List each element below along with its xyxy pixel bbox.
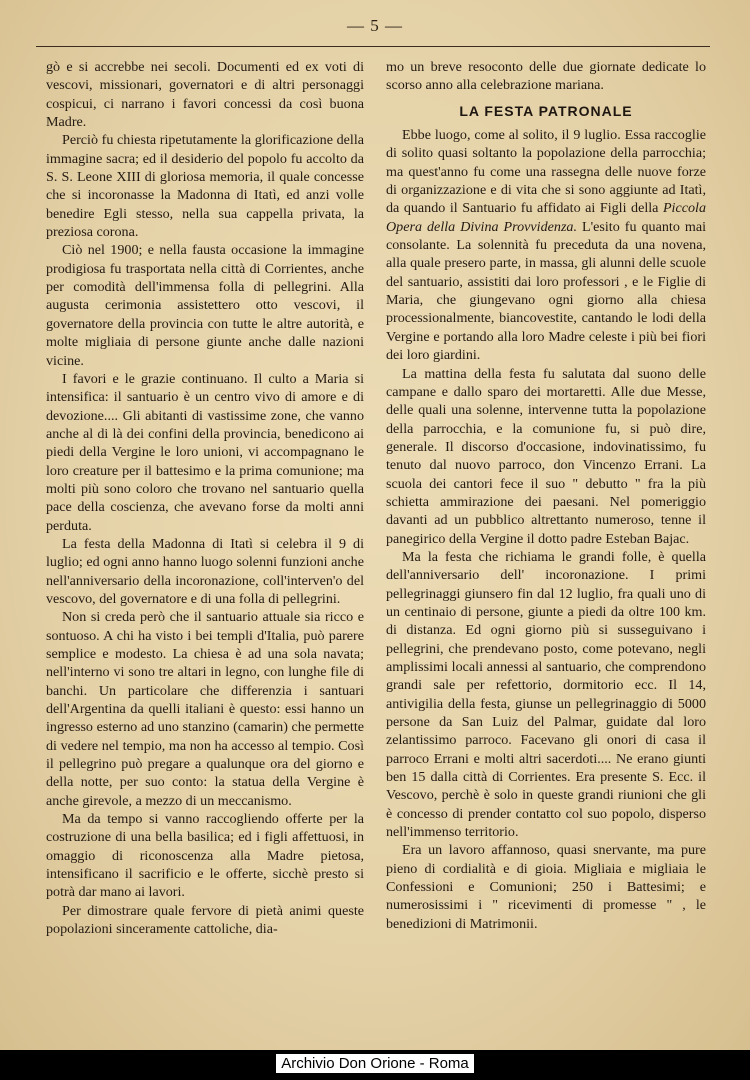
- right-paragraph: Era un lavoro affannoso, quasi snervante, ma pure pieno di cordialità e di gioia. Migliaia e migliaia le Confessioni e Comunioni; 250 i Battesimi; e numerosissimi i " ricevimenti di promesse " , le benedizioni di Matrimonii.: [386, 842, 706, 932]
- left-paragraph: Perciò fu chiesta ripetutamente la glorificazione della immagine sacra; ed il desiderio del popolo fu accolto da S. S. Leone XIII di gloriosa memoria, il quale concesse che si incoronasse la Madonna di Itatì, ed anzi volle benedire Egli stesso, nella sua cappella privata, la preziosa corona.: [46, 132, 364, 241]
- left-paragraph: La festa della Madonna di Itatì si celebra il 9 di luglio; ed ogni anno hanno luogo solenni funzioni anche nell'anniversario della incoronazione, coll'interven'o del vescovo, del governatore e di una folla di pellegrini.: [46, 535, 364, 607]
- left-paragraph: Non si creda però che il santuario attuale sia ricco e sontuoso. A chi ha visto i bei templi d'Italia, può parere semplice e modesto. La chiesa è ad una sola navata; nell'interno vi sono tre altari in legno, con lunghe file di banchi. Un particolare che differenzia i santuari dell'Argentina da quelli italiani è questo: essi hanno un ingresso esterno ad uno stanzino (camarin) che permette di vedere nel tempio, ma non ha accesso al tempio. Così il pellegrino può pregare a qualunque ora del giorno e della notte, per suo conto: la statua della Vergine è anche girevole, a mezzo di un meccanismo.: [46, 609, 364, 809]
- paragraph-text: Ebbe luogo, come al solito, il 9 luglio. Essa raccoglie di solito quasi soltanto la popolazione della parrocchia; ma quest'anno fu come una rassegna delle nuove forze di organizzazione e di vita che si sono aggiunte ad Itatì, da quando il Santuario fu affidato ai Figli della: [386, 127, 706, 217]
- paragraph-text: L'esito fu quanto mai consolante. La solennità fu preceduta da una novena, alla quale presero parte, in massa, gli alunni delle scuole del santuario, assistiti dai loro professori , e le Figlie di Maria, che giungevano ogni giorno alla chiesa processionalmente, biancovestite, cantando le lodi della Vergine e portando alla loro Madre celeste i più bei fiori dei loro giardini.: [386, 218, 706, 364]
- page-number: — 5 —: [347, 16, 403, 35]
- left-paragraph: I favori e le grazie continuano. Il culto a Maria si intensifica: il santuario è un centro vivo di amore e di devozione.... Gli abitanti di vastissime zone, che vanno anche al di là dei confini della provincia, benedicono ai piedi della Vergine le loro unioni, vi accompagnano le loro creature per il battesimo e la prima comunione; ma molti più sono coloro che trovano nel santuario quella pace della coscienza, che avevano forse da molti anni perduta.: [46, 370, 364, 534]
- right-column: [386, 58, 706, 933]
- left-column: [46, 58, 364, 939]
- left-paragraph: Per dimostrare quale fervore di pietà animi queste popolazioni sinceramente cattoliche, dia-: [46, 902, 364, 938]
- right-paragraph: [386, 126, 706, 364]
- archive-label-text: Archivio Don Orione - Roma: [276, 1054, 474, 1073]
- section-title: LA FESTA PATRONALE: [459, 102, 633, 119]
- left-paragraph: gò e si accrebbe nei secoli. Documenti ed ex voti di vescovi, missionari, governatori e di altri personaggi cospicui, ci narrano i favori concessi da così buona Madre.: [46, 59, 364, 131]
- right-paragraph: Ma la festa che richiama le grandi folle, è quella dell'anniversario dell' incoronazione. I primi pellegrinaggi giunsero fin dal 12 luglio, fra quali uno di un centinaio di persone, giunte a piedi da oltre 100 km. di distanza. Ed ogni giorno più si susseguivano i pellegrini, che prendevano posto, come potevano, negli amplissimi locali annessi al santuario, che comprendono grandi sale per refettorio, dormitorio ecc. Il 14, antivigilia della festa, giunse un pellegrinaggio di 5000 persone da San Luiz del Palmar, guidate dal loro zelantissimo parroco. Facevano gli onori di casa il parroco Errani e molti altri sacerdoti.... Ne erano giunti ben 15 dalla città di Corrientes. Era presente S. Ecc. il Vescovo, perchè è solo in queste grandi riunioni che gli è concesso di prender contatto col suo popolo, disperso nell'immenso territorio.: [386, 548, 706, 841]
- italic-title: Piccola Opera della Divina Provvidenza.: [386, 200, 706, 235]
- archive-label: [0, 1055, 750, 1072]
- right-paragraph: La mattina della festa fu salutata dal suono delle campane e dallo sparo dei mortaretti. Alle due Messe, delle quali una solenne, intervenne tutta la popolazione della parrocchia, e la comunione fu, si può dire, generale. Il discorso d'occasione, indovinatissimo, fu tenuto dal nuovo parroco, don Vincenzo Errani. La scuola dei cantori fece il suo " debutto " fra la più schietta ammirazione dei paesani. Nel pomeriggio davanti ad un pubblico altrettanto numeroso, tenne il panegirico della Vergine il dotto padre Esteban Bajac.: [386, 365, 706, 547]
- header-rule: [36, 46, 710, 47]
- left-paragraph: Ma da tempo si vanno raccogliendo offerte per la costruzione di una bella basilica; ed i figli affettuosi, in omaggio di riconoscenza alla Madre pietosa, intensificano il sacrificio e le offerte, sicchè presto si potrà dar mano ai lavori.: [46, 811, 364, 901]
- left-paragraph: Ciò nel 1900; e nella fausta occasione la immagine prodigiosa fu trasportata nella città di Corrientes, anche per comodità dell'immensa folla di pellegrini. Alla augusta cerimonia assistettero otto vescovi, il governatore della provincia con tutte le altre autorità, e molte migliaia di persone giunte anche dalle nazioni vicine.: [46, 242, 364, 369]
- right-intro-paragraph: mo un breve resoconto delle due giornate dedicate lo scorso anno alla celebrazione mariana.: [386, 59, 706, 94]
